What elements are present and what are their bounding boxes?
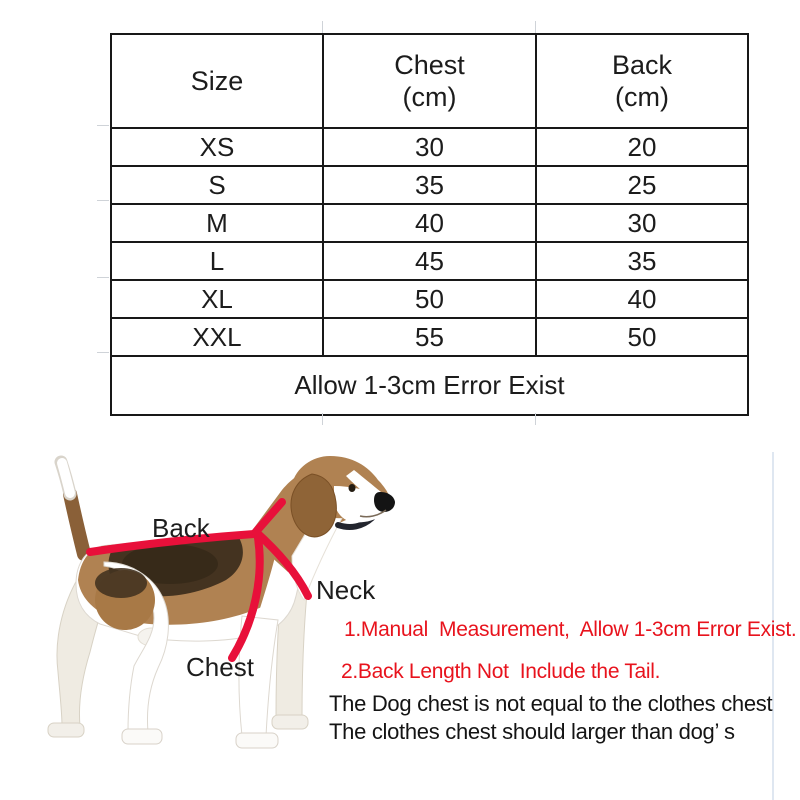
table-row xyxy=(111,280,748,318)
table-row xyxy=(111,242,748,280)
size-cell: S xyxy=(111,166,323,204)
chest-cell: 55 xyxy=(323,318,536,356)
size-table xyxy=(110,33,749,416)
back-cell: 50 xyxy=(536,318,748,356)
chest-cell: 40 xyxy=(323,204,536,242)
gridline-stub xyxy=(97,277,109,278)
table-row xyxy=(111,204,748,242)
table-header-row xyxy=(111,34,748,128)
col-header-chest xyxy=(323,34,536,128)
size-header-label: Size xyxy=(190,66,244,96)
gridline-stub xyxy=(322,413,323,425)
chest-cell: 45 xyxy=(323,242,536,280)
gridline-stub xyxy=(322,21,323,33)
back-cell: 35 xyxy=(536,242,748,280)
back-cell: 25 xyxy=(536,166,748,204)
table-row xyxy=(111,166,748,204)
col-header-back xyxy=(536,34,748,128)
back-header-label: Back xyxy=(611,50,673,80)
size-cell: L xyxy=(111,242,323,280)
back-cell: 20 xyxy=(536,128,748,166)
size-cell: XXL xyxy=(111,318,323,356)
note-dog-chest: The Dog chest is not equal to the clothes chest xyxy=(329,691,773,716)
chest-measure-label: Chest xyxy=(186,652,254,682)
back-header-unit: (cm) xyxy=(615,82,669,112)
neck-measure-label: Neck xyxy=(316,575,376,605)
chest-cell: 35 xyxy=(323,166,536,204)
gridline-stub xyxy=(535,413,536,425)
gridline-stub xyxy=(535,21,536,33)
chest-header-label: Chest xyxy=(394,50,465,80)
back-measure-label: Back xyxy=(152,513,210,543)
note-clothes-chest: The clothes chest should larger than dog’ s xyxy=(329,719,735,744)
gridline-stub xyxy=(97,200,109,201)
chest-header-unit: (cm) xyxy=(402,82,457,112)
note-manual-measurement: 1.Manual Measurement, Allow 1-3cm Error Exist. xyxy=(344,618,797,641)
chest-cell: 50 xyxy=(323,280,536,318)
size-cell: M xyxy=(111,204,323,242)
back-cell: 40 xyxy=(536,280,748,318)
tolerance-note: Allow 1-3cm Error Exist xyxy=(111,356,748,415)
note-back-length: 2.Back Length Not Include the Tail. xyxy=(341,660,661,683)
size-cell: XS xyxy=(111,128,323,166)
gridline-stub xyxy=(97,125,109,126)
size-cell: XL xyxy=(111,280,323,318)
dog-rear-leg xyxy=(95,562,168,744)
chest-cell: 30 xyxy=(323,128,536,166)
col-header-size xyxy=(111,34,323,128)
table-footer-row xyxy=(111,356,748,415)
table-row xyxy=(111,318,748,356)
dog-tail xyxy=(61,462,84,554)
back-cell: 30 xyxy=(536,204,748,242)
gridline-stub xyxy=(97,352,109,353)
table-row xyxy=(111,128,748,166)
